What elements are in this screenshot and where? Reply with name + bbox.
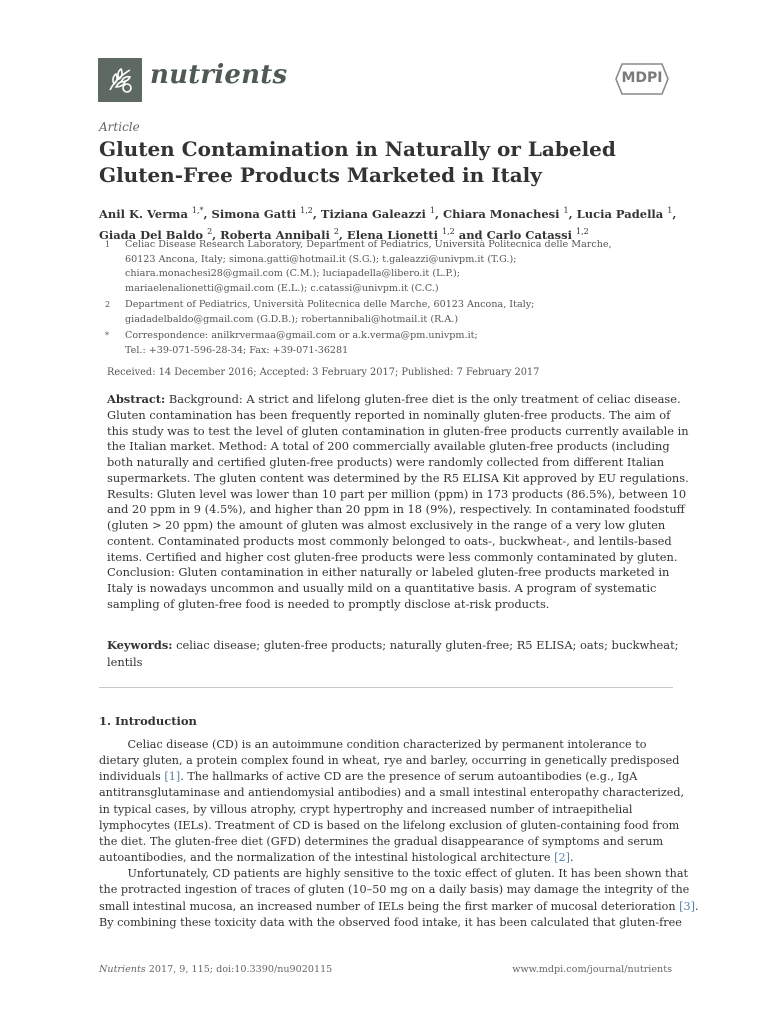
article-title xyxy=(99,136,699,188)
body-line: the diet. The gluten-free diet (GFD) determines the gradual disappearance of symptoms and serum xyxy=(99,834,664,848)
body-line: Celiac disease (CD) is an autoimmune condition characterized by permanent intolerance to xyxy=(99,738,647,751)
author-separator: , xyxy=(672,206,677,221)
section-heading: 1. Introduction xyxy=(99,714,197,728)
affiliation-mark: 1 xyxy=(105,240,111,249)
body-line: in typical cases, by villous atrophy, crypt hypertrophy and increased number of intraepithelial xyxy=(99,802,633,816)
body-line: Unfortunately, CD patients are highly sensitive to the toxic effect of gluten. It has been shown that xyxy=(99,867,689,881)
abstract-line: items. Certified and higher cost gluten-free products were less commonly contaminated by gluten. xyxy=(107,549,678,564)
author-affil-mark: 1 xyxy=(429,206,435,215)
author-name: , Roberta Annibali xyxy=(212,227,334,242)
body-line: the protracted ingestion of traces of gluten (10–50 mg on a daily basis) may damage the integrity of the xyxy=(99,883,690,897)
footer-url[interactable]: www.mdpi.com/journal/nutrients xyxy=(512,964,672,975)
body-line: small intestinal mucosa, an increased number of IELs being the first marker of mucosal deterioration [3]. xyxy=(99,899,699,913)
introduction-body xyxy=(99,737,699,931)
keywords-line xyxy=(107,637,679,654)
author-affil-mark: 1 xyxy=(563,206,569,215)
affiliation-1 xyxy=(99,238,679,297)
footer-citation xyxy=(99,964,332,975)
abstract-label: Abstract: xyxy=(107,392,166,406)
affiliation-line[interactable]: giadadelbaldo@gmail.com (G.D.B.); robertannibali@hotmail.it (R.A.) xyxy=(125,313,459,325)
keywords-label: Keywords: xyxy=(107,638,173,652)
citation-link[interactable]: [1] xyxy=(164,770,181,784)
abstract-line: (gluten > 20 ppm) the amount of gluten was almost exclusively in the range of a very low gluten xyxy=(107,518,666,532)
body-line: dietary gluten, a protein complex found in wheat, rye and barley, occurring in genetically predisposed xyxy=(99,754,680,768)
abstract-line: sampling of gluten-free food is needed to promptly disclose at-risk products. xyxy=(107,596,550,611)
abstract-line: this study was to test the level of gluten contamination in gluten-free products currently available in xyxy=(107,423,689,438)
correspondence-line: Tel.: +39-071-596-28-34; Fax: +39-071-36281 xyxy=(125,344,349,356)
affiliation-mark: 2 xyxy=(105,300,111,309)
keywords-line: lentils xyxy=(107,655,143,669)
body-line: individuals [1]. The hallmarks of active CD are the presence of serum autoantibodies (e.g., IgA xyxy=(99,770,638,784)
abstract xyxy=(107,392,689,613)
journal-name[interactable]: nutrients xyxy=(150,60,288,90)
author-line xyxy=(99,202,679,223)
abstract-text: Background: A strict and lifelong gluten-free diet is the only treatment of celiac disease. xyxy=(165,392,681,406)
author-name: , Tiziana Galeazzi xyxy=(312,206,430,221)
keywords-text: celiac disease; gluten-free products; naturally gluten-free; R5 ELISA; oats; buckwheat; xyxy=(172,638,679,652)
body-line: antitransglutaminase and antiendomysial antibodies) and a small intestinal enteropathy characterized, xyxy=(99,786,685,800)
abstract-line: Gluten contamination has been frequently reported in nominally gluten-free products. The aim of xyxy=(107,407,671,422)
title-line: Gluten Contamination in Naturally or Labeled xyxy=(99,137,616,161)
affiliation-line: Department of Pediatrics, Università Politecnica delle Marche, 60123 Ancona, Italy; xyxy=(125,299,535,310)
keywords xyxy=(107,637,679,671)
correspondence-mark: * xyxy=(105,331,109,340)
citation-link[interactable]: [2] xyxy=(554,851,570,865)
author-name: and Carlo Catassi xyxy=(454,227,576,242)
author-affil-mark: 2 xyxy=(207,226,213,236)
body-line: By combining these toxicity data with the observed food intake, it has been calculated that gluten-free xyxy=(99,915,682,929)
body-line: lymphocytes (IELs). Treatment of CD is based on the lifelong exclusion of gluten-containing food from xyxy=(99,818,680,832)
abstract-line: both naturally and certified gluten-free products) were randomly collected from different Italian xyxy=(107,455,665,469)
publication-dates: Received: 14 December 2016; Accepted: 3 February 2017; Published: 7 February 2017 xyxy=(107,367,540,378)
author-affil-mark: 1,* xyxy=(191,206,204,215)
abstract-line: content. Contaminated products most commonly belonged to oats-, buckwheat-, and lentils-based xyxy=(107,533,672,548)
wheat-logo-icon[interactable] xyxy=(98,58,142,102)
abstract-line: Italy is nowadays uncommon and usually mild on a quantitative basis. A program of systematic xyxy=(107,581,657,595)
author-affil-mark: 1 xyxy=(667,206,673,215)
citation-link[interactable]: [3] xyxy=(679,899,695,913)
author-name: Giada Del Baldo xyxy=(99,227,208,242)
article-type: Article xyxy=(99,120,140,134)
abstract-line: Results: Gluten level was lower than 10 part per million (ppm) in 173 products (86.5%), between 10 xyxy=(107,486,687,501)
author-name: , Elena Lionetti xyxy=(338,227,442,242)
body-line: autoantibodies, and the normalization of the intestinal histological architecture [2]. xyxy=(99,851,574,865)
author-name: , Chiara Monachesi xyxy=(434,206,564,221)
publisher-name: MDPI xyxy=(621,70,663,86)
abstract-line: supermarkets. The gluten content was determined by the R5 ELISA Kit approved by EU regulations. xyxy=(107,470,689,485)
affiliation-line[interactable]: 60123 Ancona, Italy; simona.gatti@hotmail.it (S.G.); t.galeazzi@univpm.it (T.G.); xyxy=(125,253,517,265)
footer-citation-text: 2017, 9, 115; doi:10.3390/nu9020115 xyxy=(145,964,333,975)
affiliation-line[interactable]: mariaelenalionetti@gmail.com (E.L.); c.catassi@univpm.it (C.C.) xyxy=(125,283,439,295)
author-name: , Simona Gatti xyxy=(203,206,301,221)
footer-journal: Nutrients xyxy=(99,964,146,975)
affiliation-line: Celiac Disease Research Laboratory, Department of Pediatrics, Università Politecnica delle Marche, xyxy=(125,239,612,250)
abstract-line: Conclusion: Gluten contamination in either naturally or labeled gluten-free products marketed in xyxy=(107,565,670,580)
author-name: , Lucia Padella xyxy=(568,206,668,221)
abstract-line xyxy=(107,392,681,408)
author-name: Anil K. Verma xyxy=(99,206,192,221)
author-affil-mark: 1,2 xyxy=(300,206,313,215)
correspondence-line[interactable]: Correspondence: anilkrvermaa@gmail.com or a.k.verma@pm.univpm.it; xyxy=(125,330,478,341)
author-affil-mark: 1,2 xyxy=(442,226,455,236)
author-affil-mark: 2 xyxy=(333,226,339,236)
correspondence xyxy=(99,329,679,358)
affiliation-2 xyxy=(99,298,679,327)
author-affil-mark: 1,2 xyxy=(576,226,589,236)
affiliation-line[interactable]: chiara.monachesi28@gmail.com (C.M.); luciapadella@libero.it (L.P.); xyxy=(125,268,461,280)
abstract-line: the Italian market. Method: A total of 200 commercially available gluten-free products (including xyxy=(107,439,670,454)
title-line: Gluten-Free Products Marketed in Italy xyxy=(99,163,542,187)
abstract-line: and 20 ppm in 9 (4.5%), and higher than 20 ppm in 18 (9%), respectively. In contaminated foodstuff xyxy=(107,502,685,517)
section-divider xyxy=(99,687,673,688)
mdpi-logo[interactable] xyxy=(614,62,670,96)
